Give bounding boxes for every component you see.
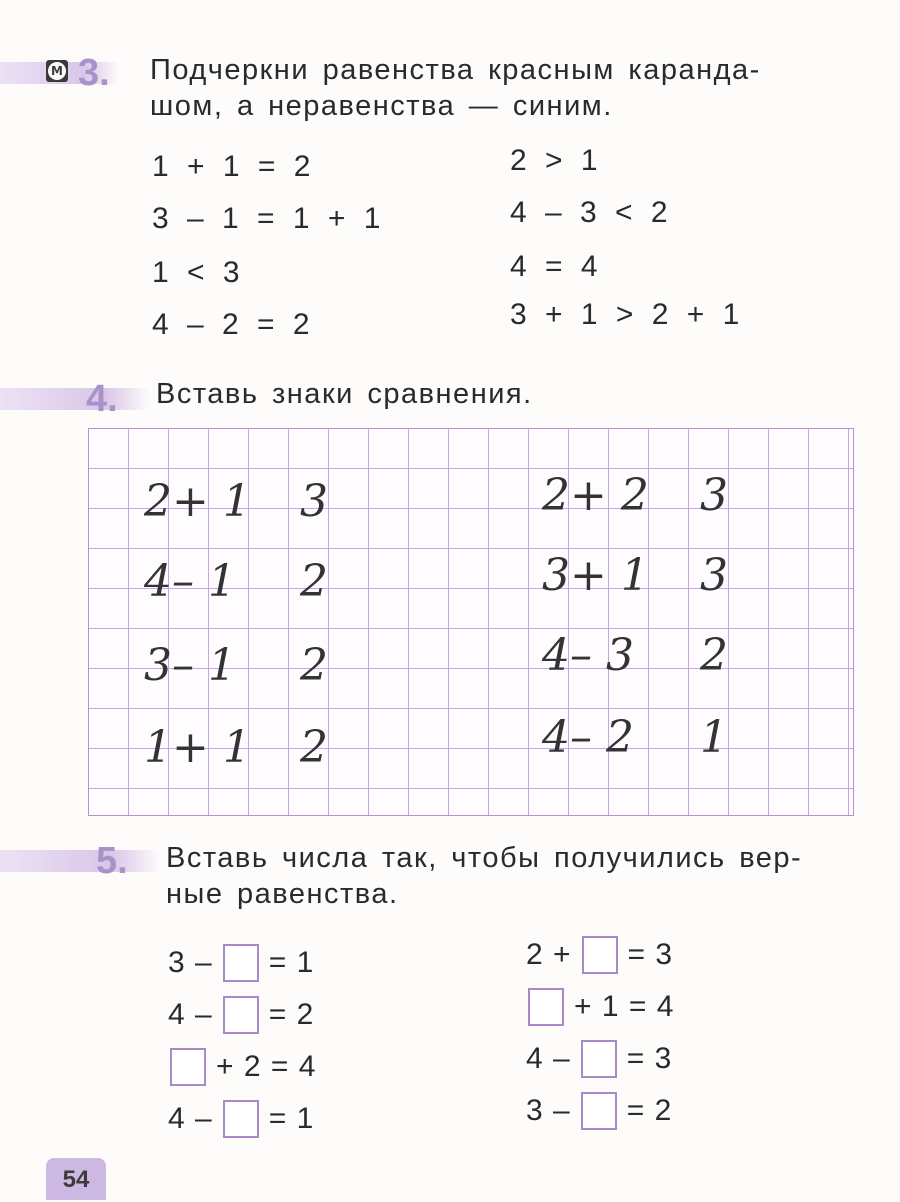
- task4-left-expr-1: 2+ 1: [144, 476, 251, 527]
- task5-left-equation-4: [168, 1100, 314, 1138]
- task5-number: 5.: [96, 840, 128, 882]
- equation-before: 4 –: [168, 1102, 213, 1135]
- answer-box[interactable]: [223, 1100, 259, 1138]
- equation-after: = 3: [626, 1042, 673, 1075]
- task5-header-band: [0, 850, 160, 872]
- equation-after: + 1 = 4: [574, 990, 675, 1023]
- task4-header-band: [0, 388, 150, 410]
- task3-left-expr-2: 3 – 1 = 1 + 1: [152, 202, 383, 235]
- answer-box[interactable]: [581, 1040, 617, 1078]
- task4-number: 4.: [86, 378, 118, 420]
- task4-right-expr-3: 4– 3: [542, 630, 634, 681]
- m-badge-letter: М: [48, 62, 66, 80]
- task5-right-equation-3: [526, 1040, 672, 1078]
- task4-left-expr-4: 1+ 1: [144, 722, 251, 773]
- equation-after: = 3: [627, 938, 674, 971]
- equation-after: = 2: [268, 998, 315, 1031]
- task4-left-compare-3: 2: [300, 640, 328, 691]
- task3-instruction-line2: шом, а неравенства — синим.: [150, 90, 613, 122]
- task4-left-compare-2: 2: [300, 556, 328, 607]
- task4-left-expr-3: 3– 1: [144, 640, 236, 691]
- task5-right-equation-4: [526, 1092, 672, 1130]
- task4-right-compare-4: 1: [700, 712, 728, 763]
- task4-instruction: Вставь знаки сравнения.: [156, 378, 533, 410]
- task4-right-compare-1: 3: [700, 470, 728, 521]
- task5-right-equation-1: [526, 936, 673, 974]
- answer-box[interactable]: [581, 1092, 617, 1130]
- task5-left-equation-2: [168, 996, 314, 1034]
- task3-right-expr-4: 3 + 1 > 2 + 1: [510, 298, 742, 331]
- task5-instruction-line2: ные равенства.: [166, 878, 399, 910]
- task3-left-expr-3: 1 < 3: [152, 256, 242, 289]
- task5-instruction-line1: Вставь числа так, чтобы получились вер-: [166, 842, 803, 874]
- equation-before: 3 –: [168, 946, 213, 979]
- answer-box[interactable]: [582, 936, 618, 974]
- equation-after: = 1: [268, 946, 315, 979]
- task3-number: 3.: [78, 52, 110, 94]
- task4-right-expr-4: 4– 2: [542, 712, 634, 763]
- task5-left-equation-1: [168, 944, 314, 982]
- answer-box[interactable]: [170, 1048, 206, 1086]
- task5-right-equation-2: [518, 988, 674, 1026]
- task4-left-compare-4: 2: [300, 722, 328, 773]
- task4-right-compare-3: 2: [700, 630, 728, 681]
- task4-right-expr-1: 2+ 2: [542, 470, 649, 521]
- task4-right-compare-2: 3: [700, 550, 728, 601]
- task3-left-expr-1: 1 + 1 = 2: [152, 150, 313, 183]
- answer-box[interactable]: [223, 944, 259, 982]
- equation-before: 4 –: [526, 1042, 571, 1075]
- task4-left-compare-1: 3: [300, 476, 328, 527]
- m-badge-icon: [46, 60, 68, 82]
- task5-left-equation-3: [160, 1048, 316, 1086]
- equation-before: 3 –: [526, 1094, 571, 1127]
- equation-before: 2 +: [526, 938, 572, 971]
- page-number: 54: [46, 1158, 106, 1200]
- equation-after: = 2: [626, 1094, 673, 1127]
- task3-left-expr-4: 4 – 2 = 2: [152, 308, 312, 341]
- equation-after: + 2 = 4: [216, 1050, 317, 1083]
- task3-right-expr-2: 4 – 3 < 2: [510, 196, 670, 229]
- task3-instruction-line1: Подчеркни равенства красным каранда-: [150, 54, 761, 86]
- equation-before: 4 –: [168, 998, 213, 1031]
- task4-left-expr-2: 4– 1: [144, 556, 236, 607]
- task3-right-expr-1: 2 > 1: [510, 144, 600, 177]
- answer-box[interactable]: [223, 996, 259, 1034]
- equation-after: = 1: [268, 1102, 315, 1135]
- task4-right-expr-2: 3+ 1: [542, 550, 649, 601]
- answer-box[interactable]: [528, 988, 564, 1026]
- task3-right-expr-3: 4 = 4: [510, 250, 600, 283]
